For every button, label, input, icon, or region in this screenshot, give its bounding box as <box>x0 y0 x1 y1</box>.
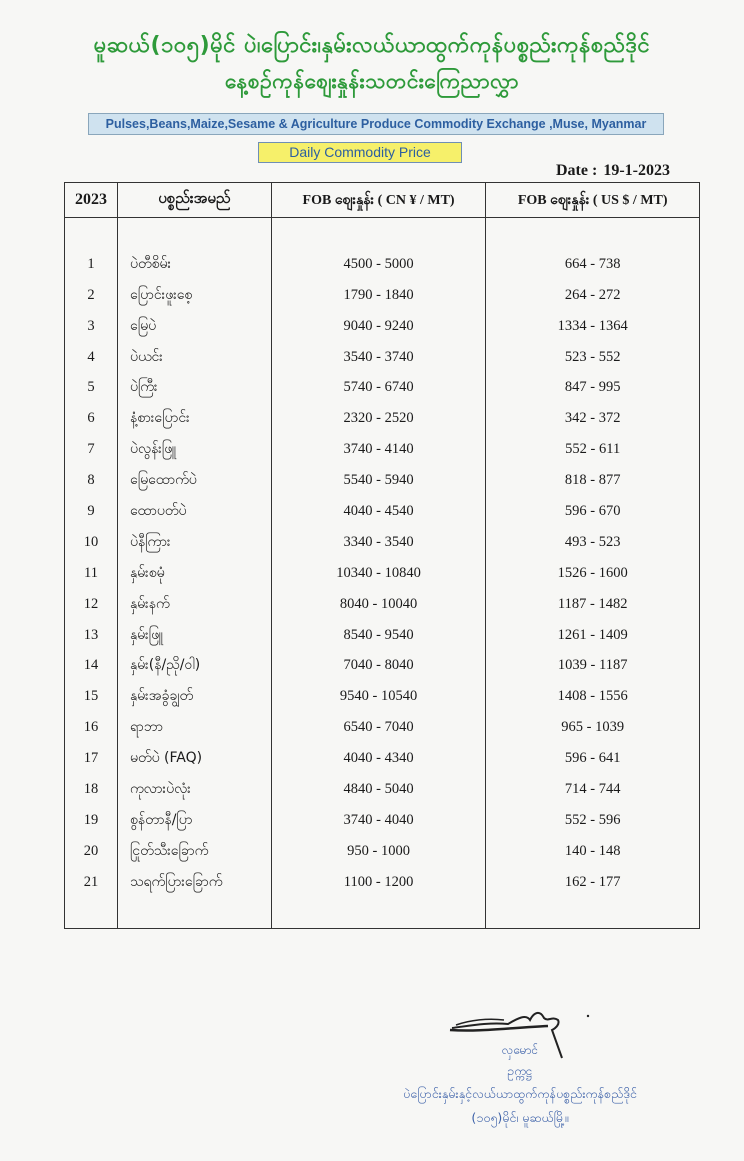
fob-usd-range: 847 - 995 <box>486 372 700 403</box>
table-row <box>65 620 700 651</box>
item-name: နှမ်း(နီ/ညို/ဝါ) <box>117 650 271 681</box>
fob-cny-range: 10340 - 10840 <box>271 558 486 589</box>
fob-usd-range: 596 - 670 <box>486 496 700 527</box>
table-row <box>65 589 700 620</box>
date-line <box>556 162 676 180</box>
row-number: 18 <box>65 774 118 805</box>
fob-usd-range: 1526 - 1600 <box>486 558 700 589</box>
item-name: မတ်ပဲ (FAQ) <box>117 743 271 774</box>
column-header-year: 2023 <box>65 183 118 218</box>
fob-cny-range: 2320 - 2520 <box>271 403 486 434</box>
fob-cny-range: 4040 - 4340 <box>271 743 486 774</box>
signatory-role: ဥက္ကဋ္ဌ <box>507 1064 533 1078</box>
item-name: နှမ်းဖြူ <box>117 620 271 651</box>
fob-cny-range: 3340 - 3540 <box>271 527 486 558</box>
fob-cny-range: 3740 - 4140 <box>271 434 486 465</box>
item-name: နှမ်းအခွံချွတ် <box>117 681 271 712</box>
table-row <box>65 465 700 496</box>
fob-cny-range: 950 - 1000 <box>271 836 486 867</box>
fob-cny-range: 9040 - 9240 <box>271 311 486 342</box>
fob-cny-range: 9540 - 10540 <box>271 681 486 712</box>
fob-cny-range: 4500 - 5000 <box>271 249 486 280</box>
item-name: ရာဘာ <box>117 712 271 743</box>
row-number: 2 <box>65 280 118 311</box>
row-number: 6 <box>65 403 118 434</box>
row-number: 13 <box>65 620 118 651</box>
item-name: ငြုတ်သီးခြောက် <box>117 836 271 867</box>
fob-cny-range: 7040 - 8040 <box>271 650 486 681</box>
fob-cny-range: 1100 - 1200 <box>271 867 486 898</box>
signatory-location: (၁၀၅)မိုင်၊ မူဆယ်မြို့။ <box>471 1110 569 1125</box>
table-row <box>65 743 700 774</box>
row-number: 5 <box>65 372 118 403</box>
fob-cny-range: 3540 - 3740 <box>271 342 486 373</box>
item-name: မြေထောက်ပဲ <box>117 465 271 496</box>
table-row <box>65 496 700 527</box>
table-row <box>65 280 700 311</box>
row-number: 10 <box>65 527 118 558</box>
fob-usd-range: 1187 - 1482 <box>486 589 700 620</box>
fob-usd-range: 596 - 641 <box>486 743 700 774</box>
table-end-row <box>65 898 700 929</box>
item-name: မြေပဲ <box>117 311 271 342</box>
fob-usd-range: 818 - 877 <box>486 465 700 496</box>
fob-usd-range: 714 - 744 <box>486 774 700 805</box>
table-row <box>65 372 700 403</box>
item-name: ပြောင်းဖူးစေ့ <box>117 280 271 311</box>
row-number: 8 <box>65 465 118 496</box>
table-row <box>65 712 700 743</box>
fob-cny-range: 4040 - 4540 <box>271 496 486 527</box>
english-title-banner: Pulses,Beans,Maize,Sesame & Agriculture Produce Commodity Exchange ,Muse, Myanmar <box>88 113 664 135</box>
table-row <box>65 558 700 589</box>
table-row <box>65 836 700 867</box>
table-row <box>65 867 700 898</box>
signatory-name: လှမောင် <box>501 1043 539 1057</box>
table-row <box>65 681 700 712</box>
fob-usd-range: 552 - 611 <box>486 434 700 465</box>
fob-usd-range: 523 - 552 <box>486 342 700 373</box>
row-number: 9 <box>65 496 118 527</box>
item-name: ပဲနီကြား <box>117 527 271 558</box>
table-row <box>65 249 700 280</box>
header-subtitle-myanmar: နေ့စဉ်ကုန်စျေးနှုန်းသတင်းကြေညာလွှာ <box>225 69 519 93</box>
item-name: ပဲတီစိမ်း <box>117 249 271 280</box>
fob-usd-range: 264 - 272 <box>486 280 700 311</box>
price-table <box>64 182 700 929</box>
fob-usd-range: 965 - 1039 <box>486 712 700 743</box>
daily-commodity-price-label: Daily Commodity Price <box>258 142 462 163</box>
fob-cny-range: 6540 - 7040 <box>271 712 486 743</box>
column-header-item-name: ပစ္စည်းအမည် <box>117 183 271 218</box>
item-name: ကုလားပဲလုံး <box>117 774 271 805</box>
fob-usd-range: 664 - 738 <box>486 249 700 280</box>
signatory-organization: ပဲပြောင်းနှမ်းနှင့်လယ်ယာထွက်ကုန်ပစ္စည်းကုန်စည်ဒိုင် <box>403 1086 637 1101</box>
fob-usd-range: 342 - 372 <box>486 403 700 434</box>
table-row <box>65 342 700 373</box>
table-row <box>65 311 700 342</box>
date-value: 19-1-2023 <box>603 162 670 179</box>
row-number: 17 <box>65 743 118 774</box>
fob-cny-range: 1790 - 1840 <box>271 280 486 311</box>
fob-usd-range: 140 - 148 <box>486 836 700 867</box>
row-number: 20 <box>65 836 118 867</box>
fob-usd-range: 1039 - 1187 <box>486 650 700 681</box>
fob-usd-range: 1334 - 1364 <box>486 311 700 342</box>
table-spacer-row <box>65 218 700 249</box>
table-row <box>65 434 700 465</box>
item-name: နှမ်းနက် <box>117 589 271 620</box>
row-number: 3 <box>65 311 118 342</box>
row-number: 7 <box>65 434 118 465</box>
fob-cny-range: 5740 - 6740 <box>271 372 486 403</box>
fob-cny-range: 5540 - 5940 <box>271 465 486 496</box>
row-number: 12 <box>65 589 118 620</box>
fob-cny-range: 8040 - 10040 <box>271 589 486 620</box>
item-name: ပဲလွန်းဖြူ <box>117 434 271 465</box>
table-row <box>65 527 700 558</box>
fob-usd-range: 552 - 596 <box>486 805 700 836</box>
item-name: ပဲကြီး <box>117 372 271 403</box>
item-name: သရက်ပြားခြောက် <box>117 867 271 898</box>
fob-usd-range: 493 - 523 <box>486 527 700 558</box>
table-row <box>65 650 700 681</box>
row-number: 11 <box>65 558 118 589</box>
table-row <box>65 774 700 805</box>
fob-cny-range: 8540 - 9540 <box>271 620 486 651</box>
row-number: 15 <box>65 681 118 712</box>
item-name: နံ့စားပြောင်း <box>117 403 271 434</box>
column-header-fob-usd: FOB စျေးနှုန်း ( US $ / MT) <box>486 183 700 218</box>
item-name: ထောပတ်ပဲ <box>117 496 271 527</box>
fob-cny-range: 3740 - 4040 <box>271 805 486 836</box>
fob-usd-range: 1261 - 1409 <box>486 620 700 651</box>
table-row <box>65 403 700 434</box>
date-label: Date : <box>556 162 598 179</box>
row-number: 1 <box>65 249 118 280</box>
column-header-fob-cny: FOB စျေးနှုန်း ( CN ¥ / MT) <box>271 183 486 218</box>
item-name: နှမ်းစမုံ <box>117 558 271 589</box>
fob-cny-range: 4840 - 5040 <box>271 774 486 805</box>
header-title-myanmar: မူဆယ်(၁၀၅)မိုင် ပဲ၊ပြောင်း၊နှမ်းလယ်ယာထွက်ကုန်ပစ္စည်းကုန်စည်ဒိုင် <box>93 33 651 58</box>
table-header-row <box>65 183 700 218</box>
fob-usd-range: 1408 - 1556 <box>486 681 700 712</box>
row-number: 21 <box>65 867 118 898</box>
table-row <box>65 805 700 836</box>
item-name: ပဲယင်း <box>117 342 271 373</box>
row-number: 19 <box>65 805 118 836</box>
row-number: 4 <box>65 342 118 373</box>
row-number: 16 <box>65 712 118 743</box>
item-name: စွန်တာနီ/ပြာ <box>117 805 271 836</box>
row-number: 14 <box>65 650 118 681</box>
fob-usd-range: 162 - 177 <box>486 867 700 898</box>
